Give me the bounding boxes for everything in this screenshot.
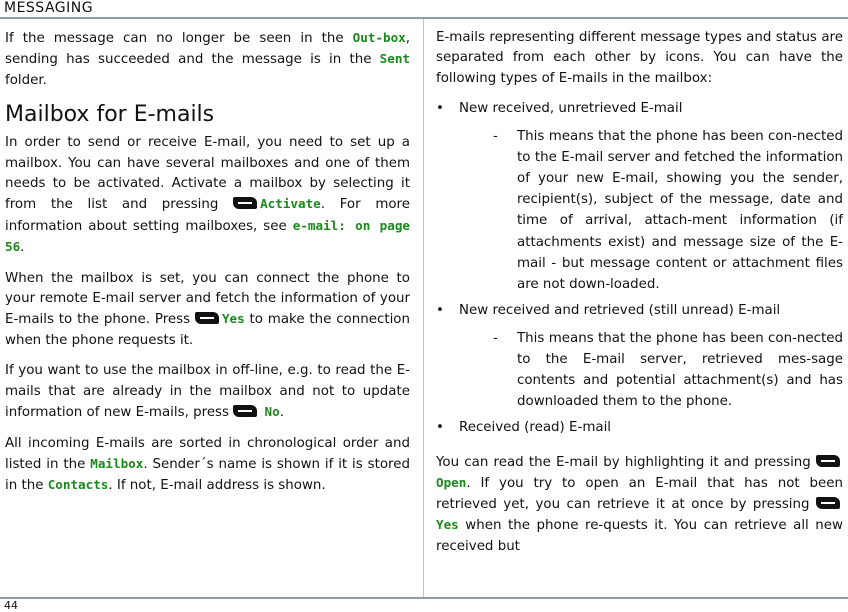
right-column	[436, 28, 843, 567]
types-intro: E-mails representing different message types and status are separated from each other by icons. You can have the following types of E-mails in the mailbox:	[436, 30, 843, 86]
yes-keyword: Yes	[221, 311, 245, 327]
sorting-paragraph: All incoming E-mails are sorted in chronological order and listed in the Mailbox. Sender´s name is shown if it is stored in the Contacts. If not, E-mail address is shown.	[5, 435, 410, 494]
list-item: • New received and retrieved (still unread) E-mail - This means that the phone has been con-nected to the E-mail server, retrieved mes-sage contents and potential attachment(s) and has downloaded them to the phone.	[436, 301, 843, 412]
softkey-icon	[195, 312, 219, 324]
footer-rule	[0, 597, 848, 599]
softkey-icon	[816, 497, 840, 509]
open-paragraph: You can read the E-mail by highlighting it and pressing Open. If you try to open an E-mail that has not been retrieved yet, you can retrieve it at once by pressing Yes when the phone re-quests it. You can retrieve all new received but	[436, 454, 843, 554]
connect-paragraph: When the mailbox is set, you can connect the phone to your remote E-mail server and fetch the information of your E-mails to the phone. Press Yes to make the connection when the phone requests it.	[5, 270, 410, 348]
section-title: MESSAGING	[4, 0, 94, 16]
header-rule	[0, 17, 848, 19]
section-heading: Mailbox for E-mails	[5, 102, 215, 128]
offline-paragraph: If you want to use the mailbox in off-line, e.g. to read the E-mails that are already in the mailbox and not to update information of new E-mails, press No.	[5, 363, 410, 421]
list-item: • New received, unretrieved E-mail - This means that the phone has been con-nected to the E-mail server and fetched the information of your new E-mail, showing you the sender, recipient(s), subject of the message, date and time of arrival, attach-ment information (if attachments exist) and message size of the E-mail - but message content or attachment files are not down-loaded.	[436, 99, 843, 295]
list-item: • Received (read) E-mail	[436, 418, 843, 438]
list-item-detail: - This means that the phone has been con-nected to the E-mail server, retrieved mes-sage contents and potential attachment(s) and has downloaded them to the phone.	[493, 330, 843, 410]
column-divider	[423, 19, 424, 597]
open-keyword: Open	[436, 475, 467, 491]
left-column	[5, 28, 410, 507]
sent-keyword: Sent	[379, 51, 410, 67]
email-settings-link[interactable]: e-mail: on page 56	[5, 217, 410, 255]
outbox-keyword: Out-box	[352, 30, 406, 45]
softkey-icon	[816, 455, 840, 467]
bullet-icon: •	[436, 303, 444, 319]
bullet-icon: •	[436, 101, 444, 117]
softkey-icon	[233, 197, 257, 209]
yes-keyword: Yes	[436, 517, 459, 533]
bullet-icon: •	[436, 420, 444, 436]
activate-keyword: Activate	[260, 196, 321, 212]
email-types-list	[436, 99, 843, 439]
no-keyword: No	[264, 404, 280, 420]
page-number: 44	[4, 599, 18, 612]
softkey-icon	[233, 405, 257, 417]
contacts-keyword: Contacts	[47, 477, 109, 493]
mailbox-keyword: Mailbox	[90, 455, 144, 471]
setup-paragraph: In order to send or receive E-mail, you need to set up a mailbox. You can have several mailboxes and one of them needs to be activated. Activate a mailbox by selecting it from the list and pressing Activate. For more information about setting mailboxes, see e-mail: on page 56.	[5, 135, 410, 256]
list-item-detail: - This means that the phone has been con-nected to the E-mail server and fetched the information of your new E-mail, showing you the sender, recipient(s), subject of the message, date and time of arrival, attach-ment information (if attachments exist) and message size of the E-mail - but message content or attachment files are not down-loaded.	[493, 128, 843, 293]
outbox-paragraph: If the message can no longer be seen in the Out-box, sending has succeeded and the message is in the Sent folder.	[5, 30, 410, 88]
